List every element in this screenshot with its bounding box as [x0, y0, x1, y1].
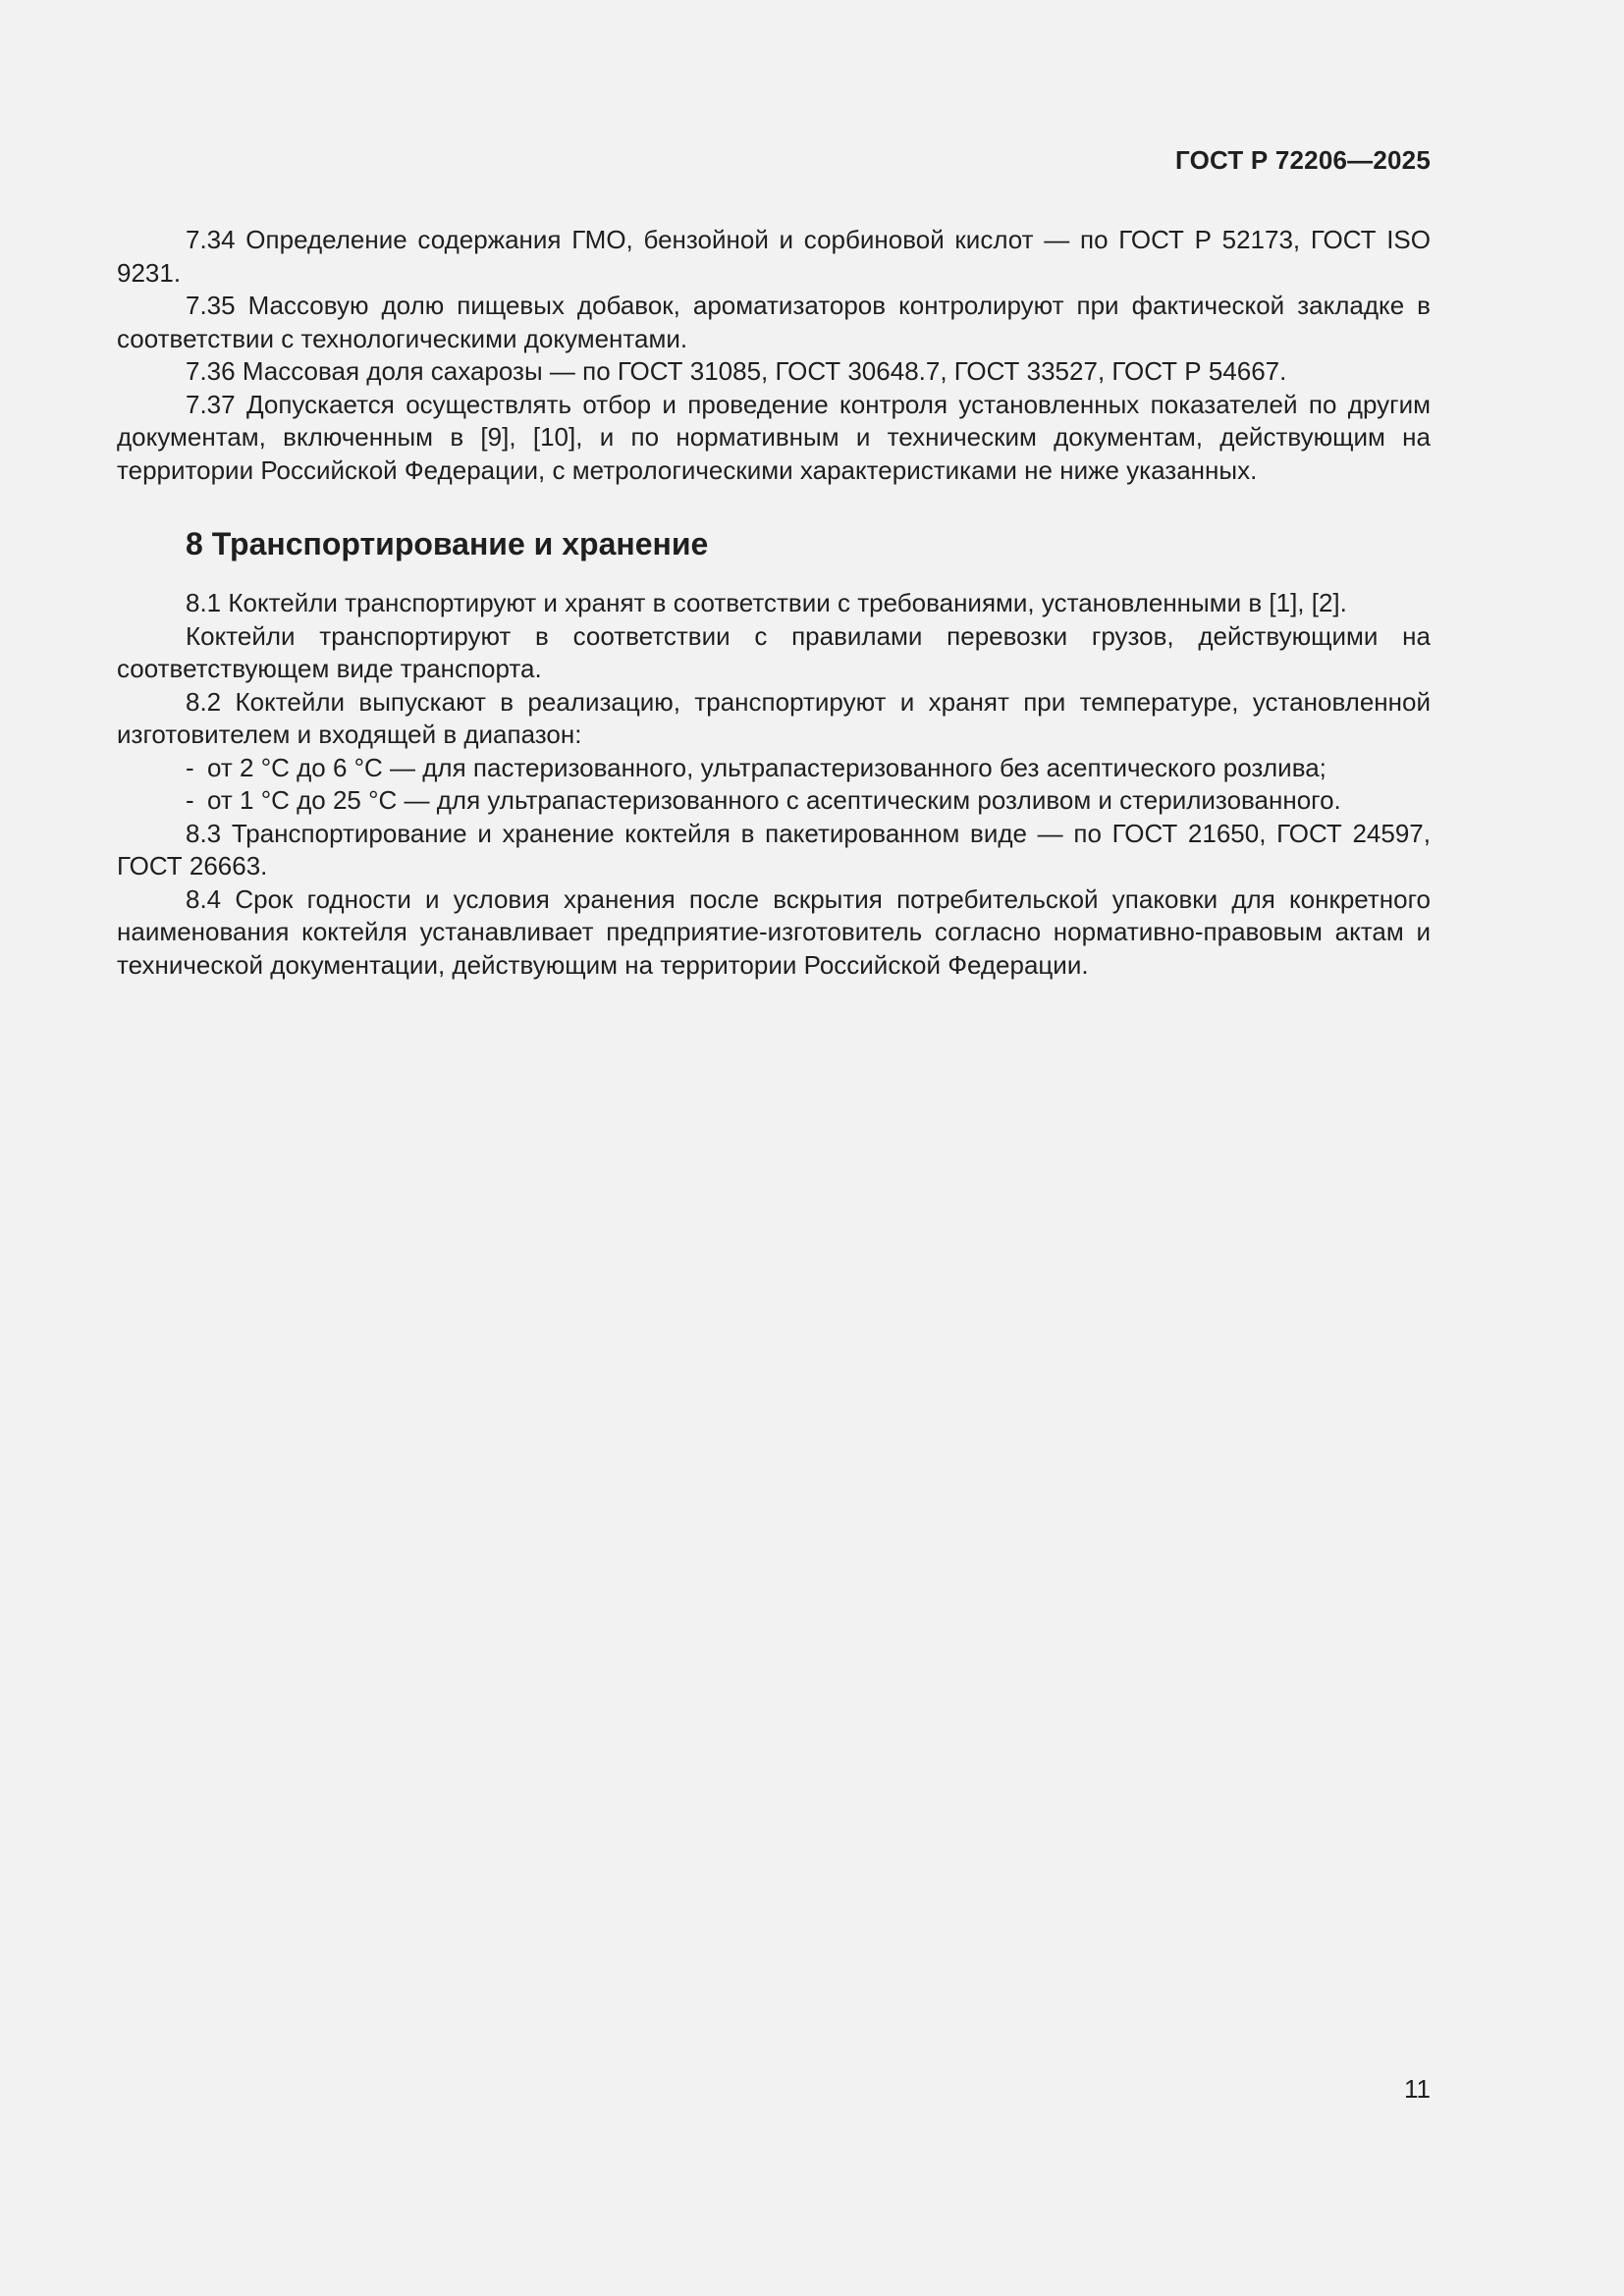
paragraph-7-37: 7.37 Допускается осуществлять отбор и проведение контроля установленных показателей по другим документам, включенным в [9], [10], и по нормативным и техническим документам, действующим на территории Российской Федерации, с метрологическими характеристиками не ниже указанных.: [117, 389, 1431, 485]
list-item: [117, 784, 1431, 818]
paragraph-8-2: 8.2 Коктейли выпускают в реализацию, транспортируют и хранят при температуре, установленной изготовителем и входящей в диапазон:: [117, 686, 1431, 749]
paragraph-8-1-transport: Коктейли транспортируют в соответствии с правилами перевозки грузов, действующими на соответствующем виде транспорта.: [117, 620, 1431, 683]
list-item: [117, 752, 1431, 785]
paragraph-8-4: 8.4 Срок годности и условия хранения после вскрытия потребительской упаковки для конкретного наименования коктейля устанавливает предприятие-изготовитель согласно нормативно-правовым актам и технической документации, действующим на территории Российской Федерации.: [117, 883, 1431, 980]
paragraph-7-34: 7.34 Определение содержания ГМО, бензойной и сорбиновой кислот — по ГОСТ Р 52173, ГОСТ ISO 9231.: [117, 225, 1431, 288]
paragraph-7-35: 7.35 Массовую долю пищевых добавок, ароматизаторов контролируют при фактической закладке в соответствии с технологическими документами.: [117, 291, 1431, 353]
list-dash: -: [186, 785, 194, 815]
document-header-id: ГОСТ Р 72206—2025: [1175, 145, 1431, 175]
list-item-text: от 1 °С до 25 °С — для ультрапастеризованного с асептическим розливом и стерилизованного.: [207, 785, 1341, 815]
page-number: 11: [1404, 2074, 1431, 2104]
paragraph-7-36: 7.36 Массовая доля сахарозы — по ГОСТ 31085, ГОСТ 30648.7, ГОСТ 33527, ГОСТ Р 54667.: [186, 356, 1287, 386]
list-item-text: от 2 °С до 6 °С — для пастеризованного, ультрапастеризованного без асептического розлива;: [207, 752, 1326, 782]
list-dash: -: [186, 752, 194, 782]
section-8-title: 8 Транспортирование и хранение: [186, 526, 709, 561]
document-body: [117, 224, 1431, 982]
paragraph-8-3: 8.3 Транспортирование и хранение коктейля в пакетированном виде — по ГОСТ 21650, ГОСТ 24597, ГОСТ 26663.: [117, 818, 1431, 881]
paragraph-8-1: 8.1 Коктейли транспортируют и хранят в соответствии с требованиями, установленными в [1], [2].: [186, 588, 1347, 617]
